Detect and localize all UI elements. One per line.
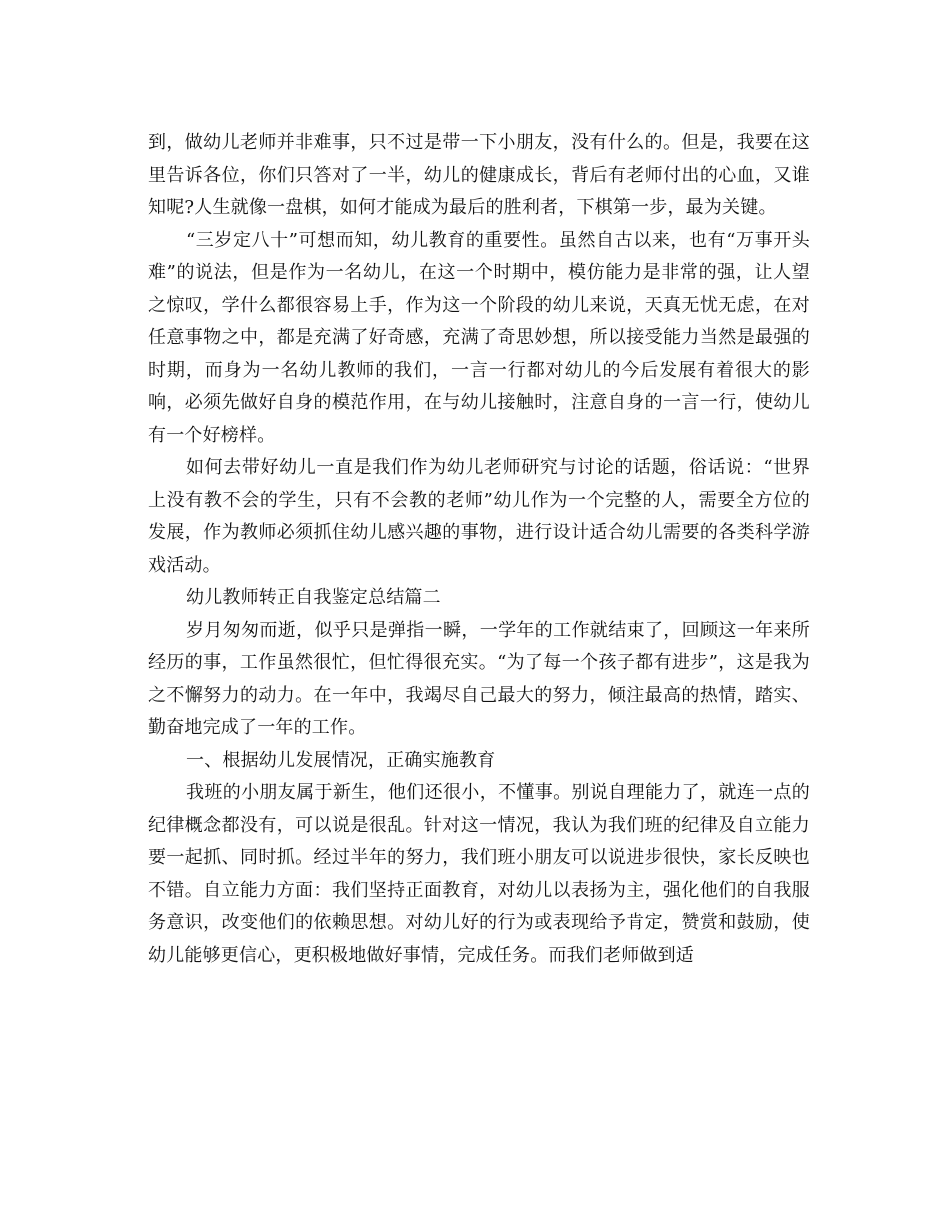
- paragraph-early-education: “三岁定八十”可想而知，幼儿教育的重要性。虽然自古以来，也有“万事开头难”的说法，但是作为一名幼儿，在这一个时期中，模仿能力是非常的强，让人望之惊叹，学什么都很容易上手，作为这一个阶段的幼儿来说，天真无忧无虑，在对任意事物之中，都是充满了好奇感，充满了奇思妙想，所以接受能力当然是最强的时期，而身为一名幼儿教师的我们，一言一行都对幼儿的今后发展有着很大的影响，必须先做好自身的模范作用，在与幼儿接触时，注意自身的一言一行，使幼儿有一个好榜样。: [148, 229, 810, 446]
- paragraph-year-review: 岁月匆匆而逝，似乎只是弹指一瞬，一学年的工作就结束了，回顾这一年来所经历的事，工作虽然很忙，但忙得很充实。“为了每一个孩子都有进步”，这是我为之不懈努力的动力。在一年中，我竭尽自己最大的努力，倾注最高的热情，踏实、勤奋地完成了一年的工作。: [148, 619, 810, 738]
- document-body: [148, 127, 810, 972]
- subheading-education-implementation: 一、根据幼儿发展情况，正确实施教育: [186, 749, 496, 771]
- section-heading-part-two: 幼儿教师转正自我鉴定总结篇二: [186, 587, 441, 608]
- paragraph-class-discipline: 我班的小朋友属于新生，他们还很小，不懂事。别说自理能力了，就连一点的纪律概念都没有，可以说是很乱。针对这一情况，我认为我们班的纪律及自立能力要一起抓、同时抓。经过半年的努力，我们班小朋友可以说进步很快，家长反映也不错。自立能力方面：我们坚持正面教育，对幼儿以表扬为主，强化他们的自我服务意识，改变他们的依赖思想。对幼儿好的行为或表现给予肯定，赞赏和鼓励，使幼儿能够更信心，更积极地做好事情，完成任务。而我们老师做到适: [148, 782, 810, 966]
- paragraph-continued: 到，做幼儿老师并非难事，只不过是带一下小朋友，没有什么的。但是，我要在这里告诉各位，你们只答对了一半，幼儿的健康成长，背后有老师付出的心血，又谁知呢?人生就像一盘棋，如何才能成为最后的胜利者，下棋第一步，最为关键。: [148, 132, 810, 218]
- paragraph-how-to-teach: 如何去带好幼儿一直是我们作为幼儿老师研究与讨论的话题，俗话说：“世界上没有教不会的学生，只有不会教的老师”幼儿作为一个完整的人，需要全方位的发展，作为教师必须抓住幼儿感兴趣的事物，进行设计适合幼儿需要的各类科学游戏活动。: [148, 457, 810, 576]
